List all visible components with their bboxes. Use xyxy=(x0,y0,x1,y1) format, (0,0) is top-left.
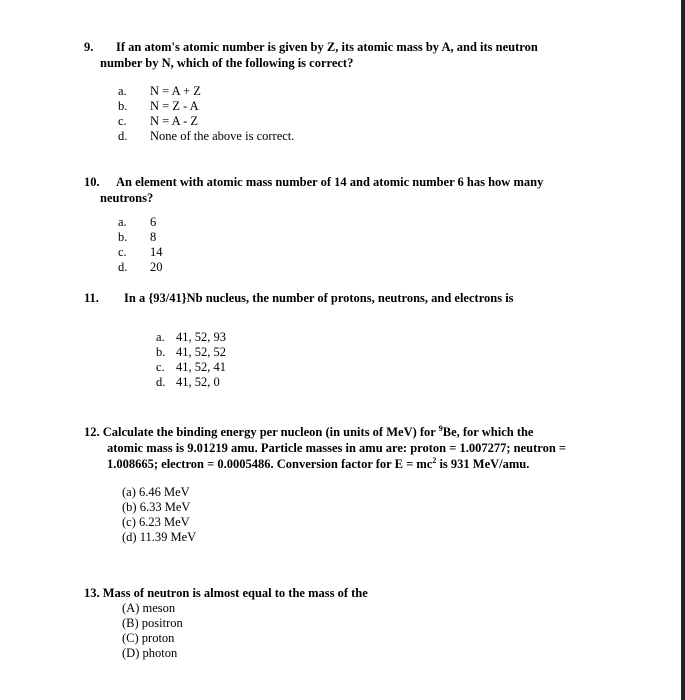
option-a: (A) meson xyxy=(122,601,176,615)
question-text-line xyxy=(107,456,529,473)
option-letter: a. xyxy=(118,84,127,98)
question-text-line: atomic mass is 9.01219 amu. Particle masses in amu are: proton = 1.007277; neutron = xyxy=(107,441,567,455)
option-b: (B) positron xyxy=(122,616,183,630)
option-c xyxy=(156,360,226,375)
option-text: N = A - Z xyxy=(150,114,199,128)
option-d: (D) photon xyxy=(122,646,178,660)
option-text: N = Z - A xyxy=(150,99,199,113)
option-c: (c) 6.23 MeV xyxy=(122,515,190,529)
option-text: 20 xyxy=(150,260,163,274)
option-a xyxy=(156,330,226,345)
question-9-stem xyxy=(84,39,538,56)
option-c xyxy=(118,114,198,129)
option-letter: c. xyxy=(118,114,127,128)
option-b xyxy=(156,345,226,360)
option-letter: d. xyxy=(118,260,128,274)
question-text-fragment: is 931 MeV/amu. xyxy=(436,457,530,471)
option-c xyxy=(118,245,163,260)
option-b xyxy=(118,99,199,114)
option-text: 14 xyxy=(150,245,163,259)
question-number: 9. xyxy=(84,40,94,54)
option-a xyxy=(118,84,201,99)
question-text-line: number by N, which of the following is correct? xyxy=(100,56,354,70)
option-a: (a) 6.46 MeV xyxy=(122,485,190,499)
question-10-stem xyxy=(84,174,543,191)
question-number: 11. xyxy=(84,291,99,305)
option-text: N = A + Z xyxy=(150,84,201,98)
question-12-stem xyxy=(84,424,534,441)
option-text: 41, 52, 93 xyxy=(176,330,226,344)
question-13-stem xyxy=(84,585,368,602)
option-text: 8 xyxy=(150,230,157,244)
option-letter: b. xyxy=(118,99,128,113)
option-d: (d) 11.39 MeV xyxy=(122,530,197,544)
question-text-line: An element with atomic mass number of 14 and atomic number 6 has how many xyxy=(116,175,544,189)
option-letter: a. xyxy=(156,330,165,344)
option-text: None of the above is correct. xyxy=(150,129,295,143)
question-number: 13. xyxy=(84,586,100,600)
question-text-line: In a {93/41}Nb nucleus, the number of protons, neutrons, and electrons is xyxy=(124,291,514,305)
question-text-line: Mass of neutron is almost equal to the mass of the xyxy=(102,586,368,600)
question-11-stem xyxy=(84,290,514,307)
question-number: 12. xyxy=(84,425,100,439)
question-text-fragment: Be, for which the xyxy=(442,425,534,439)
option-text: 6 xyxy=(150,215,157,229)
option-d xyxy=(118,260,163,275)
option-text: 41, 52, 52 xyxy=(176,345,226,359)
option-letter: c. xyxy=(156,360,165,374)
question-text-line: If an atom's atomic number is given by Z, its atomic mass by A, and its neutron xyxy=(116,40,538,54)
mass-number-superscript: 9 xyxy=(438,423,443,433)
option-letter: a. xyxy=(118,215,127,229)
question-number: 10. xyxy=(84,175,100,189)
option-b: (b) 6.33 MeV xyxy=(122,500,191,514)
question-text-line: neutrons? xyxy=(100,191,154,205)
option-letter: d. xyxy=(118,129,128,143)
option-letter: b. xyxy=(156,345,166,359)
option-letter: b. xyxy=(118,230,128,244)
question-text-fragment: 1.008665; electron = 0.0005486. Conversion factor for E = mc xyxy=(107,457,433,471)
option-c: (C) proton xyxy=(122,631,175,645)
option-b xyxy=(118,230,156,245)
option-letter: c. xyxy=(118,245,127,259)
option-letter: d. xyxy=(156,375,166,389)
exponent-superscript: 2 xyxy=(432,455,437,465)
option-d xyxy=(156,375,220,390)
question-text-line: Calculate the binding energy per nucleon (in units of MeV) for xyxy=(102,425,436,439)
option-a xyxy=(118,215,156,230)
option-d xyxy=(118,129,294,144)
option-text: 41, 52, 41 xyxy=(176,360,226,374)
option-text: 41, 52, 0 xyxy=(176,375,220,389)
